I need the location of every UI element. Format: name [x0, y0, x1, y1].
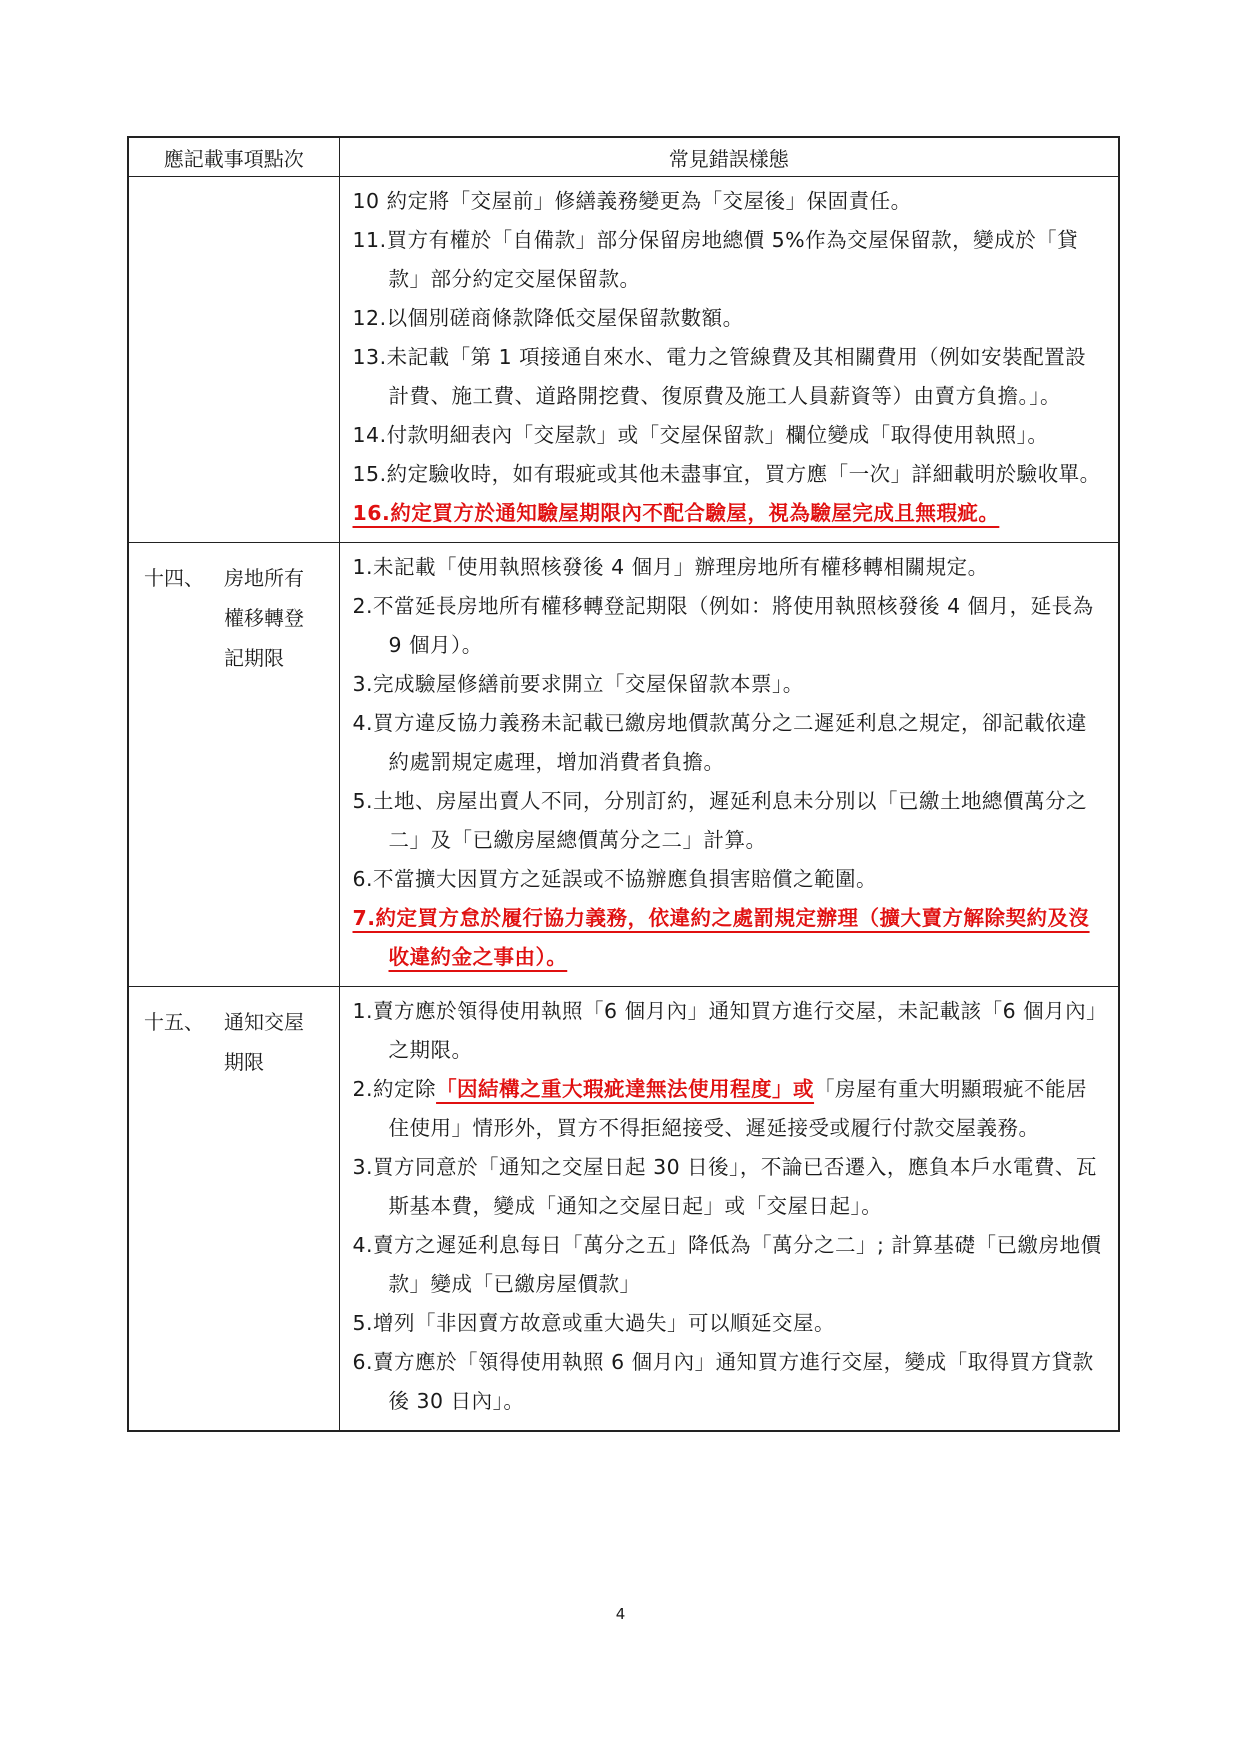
section-cell: [128, 543, 339, 987]
section-title-line: 通知交屋: [224, 1010, 304, 1034]
list-item: 1.賣方應於領得使用執照「6 個月內」通知買方進行交屋，未記載該「6 個月內」之期限。: [352, 999, 1097, 1062]
requirements-table: [127, 136, 1120, 1432]
section-number: 十四、: [144, 566, 204, 590]
table-row: [128, 177, 1119, 543]
table-row: [128, 987, 1119, 1432]
items-cell: [339, 543, 1119, 987]
section-cell: [128, 987, 339, 1432]
section-cell: [128, 177, 339, 543]
highlighted-list-item: 16.約定買方於通知驗屋期限內不配合驗屋，視為驗屋完成且無瑕疵。: [352, 501, 1000, 525]
page-number: 4: [615, 1605, 626, 1623]
items-cell: [339, 987, 1119, 1432]
list-item: 15.約定驗收時，如有瑕疵或其他未盡事宜，買方應「一次」詳細載明於驗收單。: [352, 462, 1101, 486]
list-item: 4.買方違反協力義務未記載已繳房地價款萬分之二遲延利息之規定，卻記載依違約處罰規定處理，增加消費者負擔。: [352, 711, 1088, 774]
list-item: 5.土地、房屋出賣人不同，分別訂約，遲延利息未分別以「已繳土地總價萬分之二」及「已繳房屋總價萬分之二」計算。: [352, 789, 1088, 852]
section-title-line: 權移轉登: [224, 606, 304, 630]
list-item: 5.增列「非因賣方故意或重大過失」可以順延交屋。: [352, 1311, 836, 1335]
highlighted-list-item: 7.約定買方怠於履行協力義務，依違約之處罰規定辦理（擴大賣方解除契約及沒收違約金之事由）。: [352, 906, 1090, 969]
highlighted-phrase: 「因結構之重大瑕疵達無法使用程度」或: [436, 1077, 815, 1101]
table-header-row: [128, 137, 1119, 177]
header-common-errors: 常見錯誤樣態: [339, 137, 1119, 177]
header-item-number: 應記載事項點次: [128, 137, 339, 177]
list-item: 12.以個別磋商條款降低交屋保留款數額。: [352, 306, 744, 330]
list-item: 3.完成驗屋修繕前要求開立「交屋保留款本票」。: [352, 672, 804, 696]
section-number: 十五、: [144, 1010, 204, 1034]
section-title-line: 房地所有: [224, 566, 304, 590]
items-cell: [339, 177, 1119, 543]
list-item: 6.不當擴大因買方之延誤或不協辦應負損害賠償之範圍。: [352, 867, 878, 891]
list-item: 3.買方同意於「通知之交屋日起 30 日後」，不論已否遷入，應負本戶水電費、瓦斯基本費，變成「通知之交屋日起」或「交屋日起」。: [352, 1155, 1097, 1218]
list-item: 4.賣方之遲延利息每日「萬分之五」降低為「萬分之二」; 計算基礎「已繳房地價款」變成「已繳房屋價款」: [352, 1233, 1102, 1296]
list-item: 1.未記載「使用執照核發後 4 個月」辦理房地所有權移轉相關規定。: [352, 555, 989, 579]
list-item: [353, 1070, 1108, 1148]
list-item: 6.賣方應於「領得使用執照 6 個月內」通知買方進行交屋，變成「取得買方貸款後 30 日內」。: [352, 1350, 1094, 1413]
list-item: 11.買方有權於「自備款」部分保留房地總價 5%作為交屋保留款，變成於「貸款」部分約定交屋保留款。: [352, 228, 1079, 291]
list-item: 2.不當延長房地所有權移轉登記期限（例如：將使用執照核發後 4 個月，延長為 9 個月）。: [352, 594, 1094, 657]
list-item: 13.未記載「第 1 項接通自來水、電力之管線費及其相關費用（例如安裝配置設計費、施工費、道路開挖費、復原費及施工人員薪資等）由賣方負擔。」。: [352, 345, 1087, 408]
item-text-part: 「房屋有重大明顯瑕疵不能居住使用」情形外，買方不得拒絕接受、遲延接受或履行付款交屋義務。: [388, 1077, 1088, 1140]
list-item: 10 約定將「交屋前」修繕義務變更為「交屋後」保固責任。: [352, 189, 912, 213]
table-row: [128, 543, 1119, 987]
section-title-line: 記期限: [224, 646, 284, 670]
item-text-part: 2.約定除: [352, 1077, 437, 1101]
section-title-line: 期限: [224, 1050, 264, 1074]
list-item: 14.付款明細表內「交屋款」或「交屋保留款」欄位變成「取得使用執照」。: [352, 423, 1049, 447]
